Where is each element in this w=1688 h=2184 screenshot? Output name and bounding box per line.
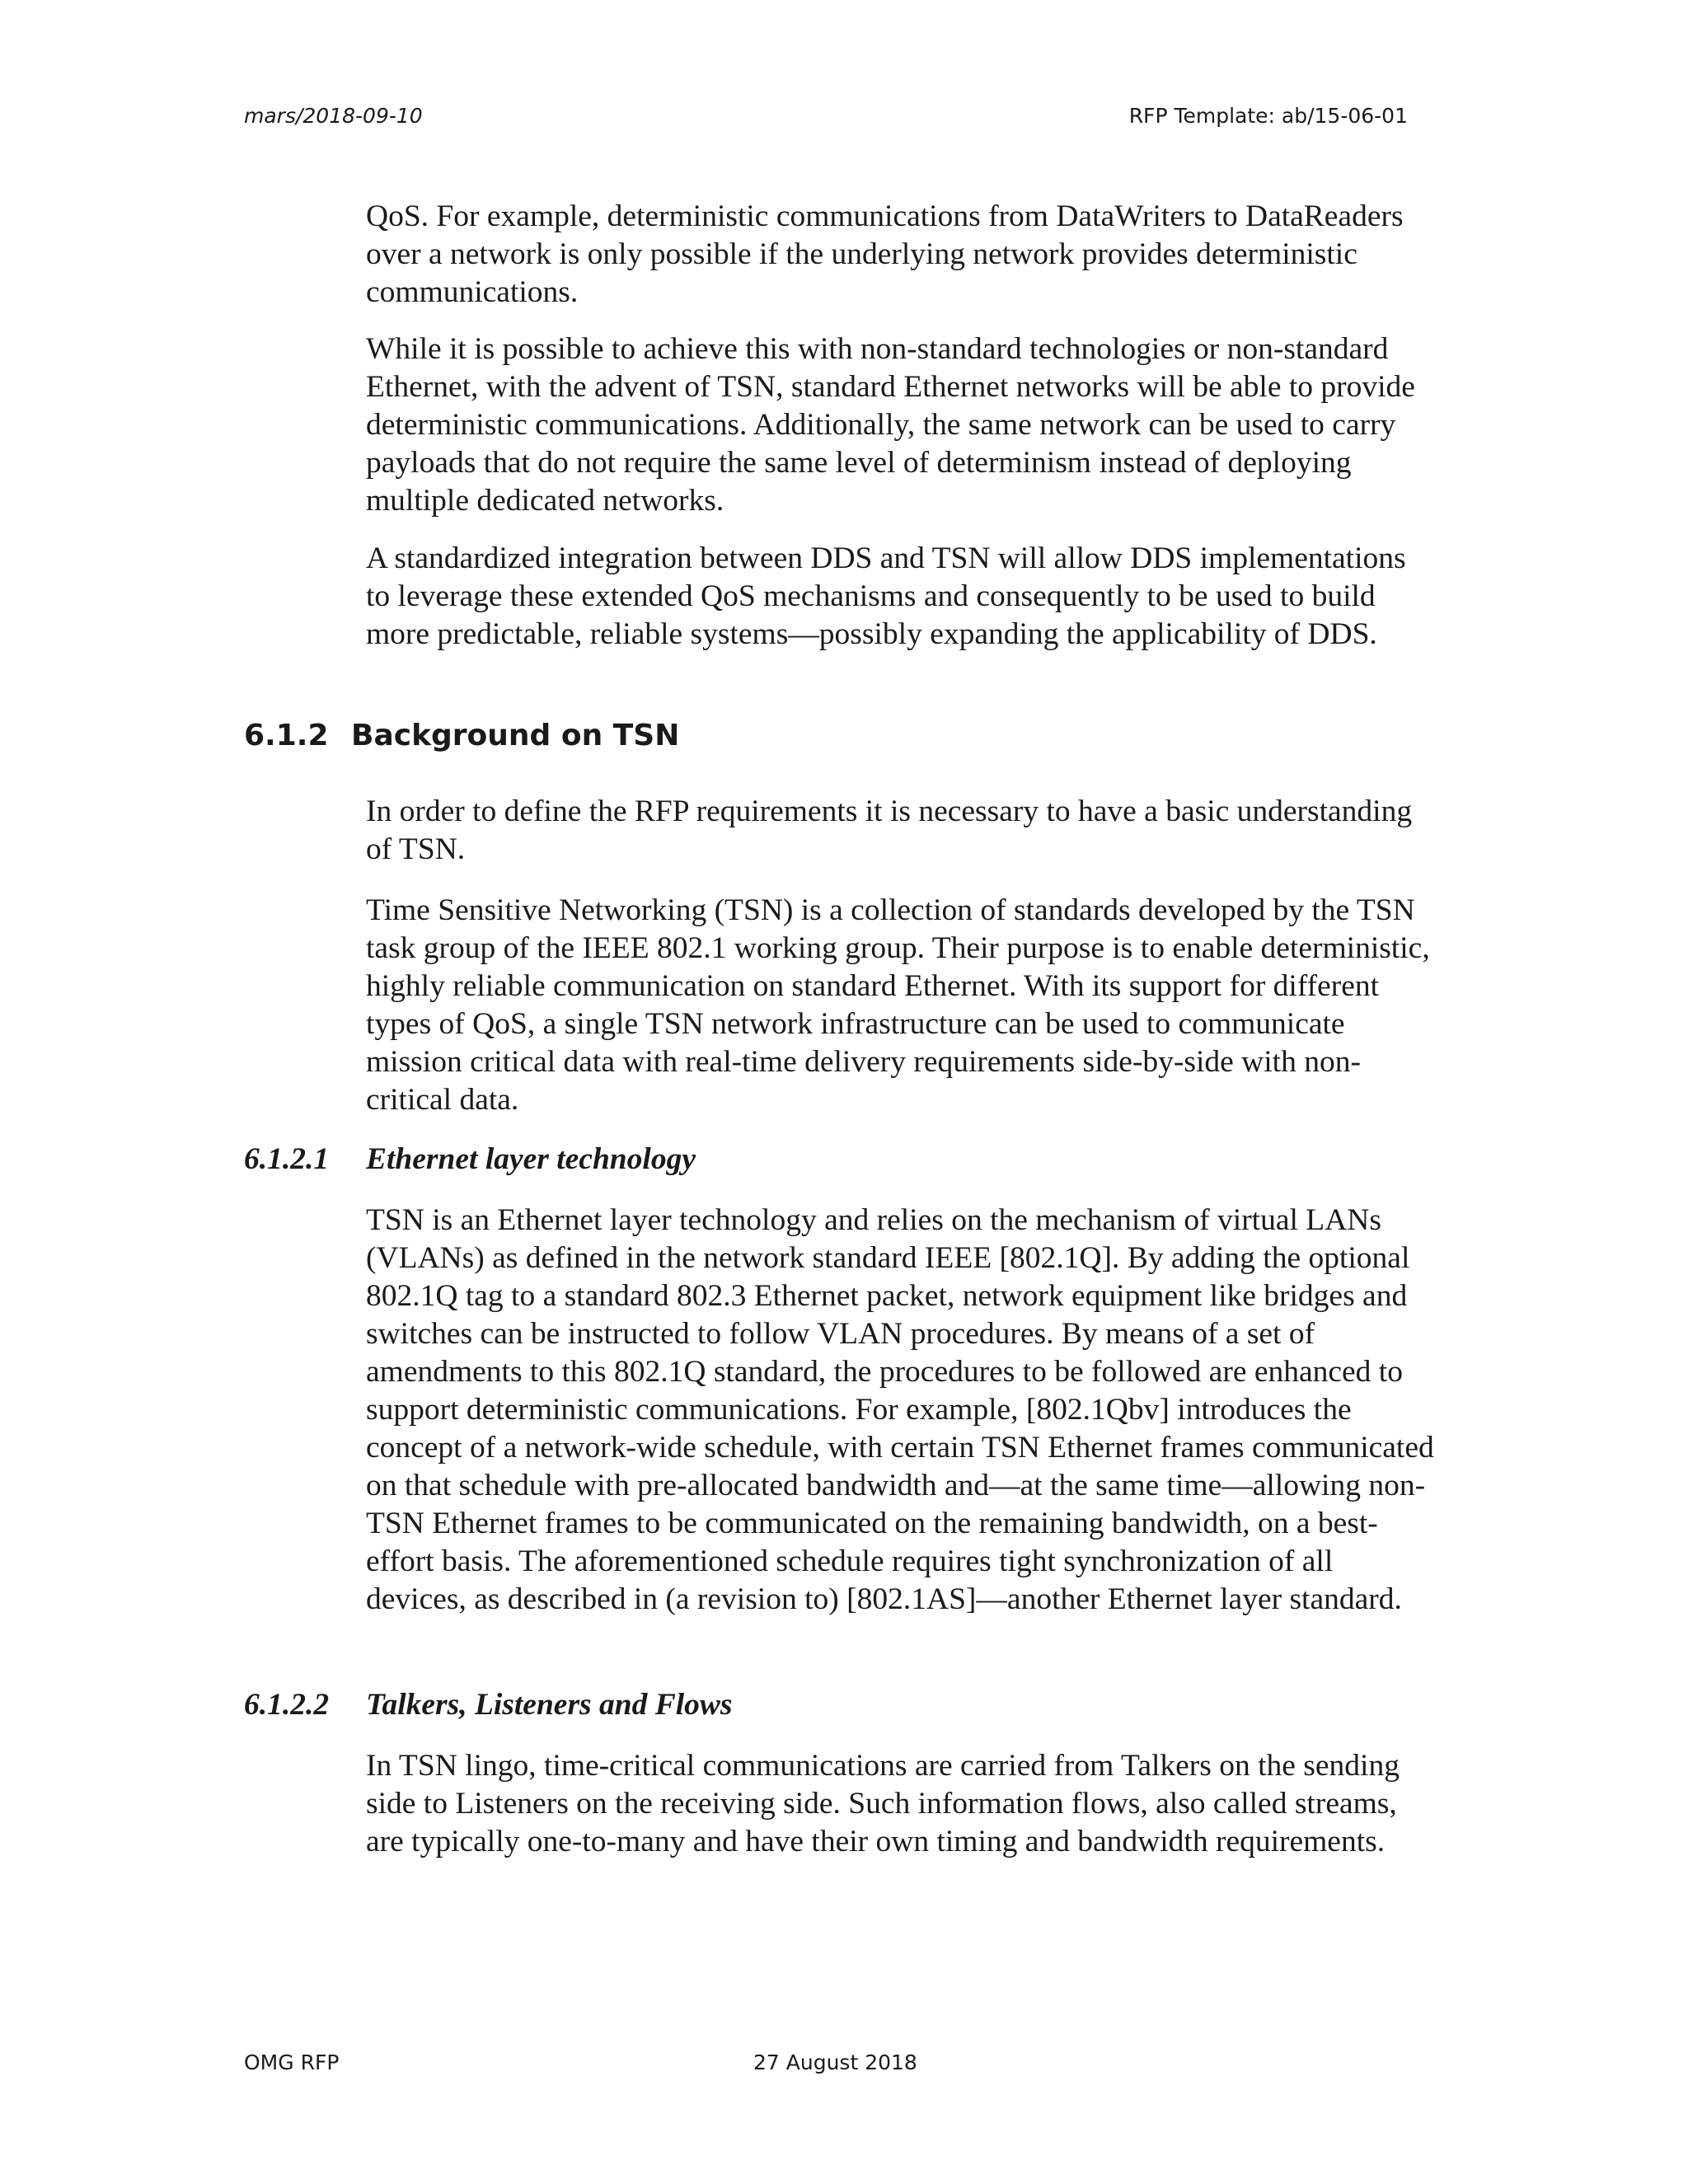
header-right: RFP Template: ab/15-06-01 — [1128, 104, 1408, 128]
heading-6-1-2-2 — [244, 1687, 733, 1722]
heading-6-1-2-1 — [244, 1141, 696, 1177]
paragraph-1: QoS. For example, deterministic communications from DataWriters to DataReaders over a network is only possible if the underlying network provides deterministic communications. — [366, 199, 1404, 309]
heading-number: 6.1.2 — [244, 719, 329, 752]
heading-title: Background on TSN — [351, 719, 680, 752]
heading-number: 6.1.2.2 — [244, 1688, 330, 1722]
paragraph-6: TSN is an Ethernet layer technology and relies on the mechanism of virtual LANs (VLANs) as defined in the network standard IEEE [802.1Q]. By adding the optional 802.1Q tag to a standard 802.3 Ethernet packet, network equipment like bridges and switches can be instructed to follow VLAN procedures. By means of a set of amendments to this 802.1Q standard, the procedures to be followed are enhanced to support deterministic communications. For example, [802.1Qbv] introduces the concept of a network-wide schedule, with certain TSN Ethernet frames communicated on that schedule with pre-allocated bandwidth and—at the same time—allowing non-TSN Ethernet frames to be communicated on the remaining bandwidth, on a best-effort basis. The aforementioned schedule requires tight synchronization of all devices, as described in (a revision to) [802.1AS]—another Ethernet layer standard. — [366, 1203, 1434, 1616]
header-left: mars/2018-09-10 — [244, 104, 423, 128]
paragraph-3: A standardized integration between DDS and TSN will allow DDS implementations to leverage these extended QoS mechanisms and consequently to be used to build more predictable, reliable systems—possibly expanding the applicability of DDS. — [366, 541, 1406, 651]
footer-left: OMG RFP — [244, 2050, 340, 2074]
heading-title: Ethernet layer technology — [366, 1142, 696, 1176]
heading-number: 6.1.2.1 — [244, 1142, 330, 1176]
footer-date: 27 August 2018 — [753, 2050, 917, 2074]
heading-6-1-2 — [244, 719, 679, 752]
heading-title: Talkers, Listeners and Flows — [366, 1688, 733, 1722]
paragraph-2: While it is possible to achieve this with non-standard technologies or non-standard Ethernet, with the advent of TSN, standard Ethernet networks will be able to provide deterministic communications. Additionally, the same network can be used to carry payloads that do not require the same level of determinism instead of deploying multiple dedicated networks. — [366, 332, 1415, 518]
paragraph-7: In TSN lingo, time-critical communications are carried from Talkers on the sending side to Listeners on the receiving side. Such information flows, also called streams, are typically one-to-many and have their own timing and bandwidth requirements. — [366, 1749, 1400, 1858]
paragraph-5: Time Sensitive Networking (TSN) is a collection of standards developed by the TSN task group of the IEEE 802.1 working group. Their purpose is to enable deterministic, highly reliable communication on standard Ethernet. With its support for different types of QoS, a single TSN network infrastructure can be used to communicate mission critical data with real-time delivery requirements side-by-side with non-critical data. — [366, 893, 1430, 1117]
paragraph-4: In order to define the RFP requirements it is necessary to have a basic understanding of TSN. — [366, 794, 1413, 866]
